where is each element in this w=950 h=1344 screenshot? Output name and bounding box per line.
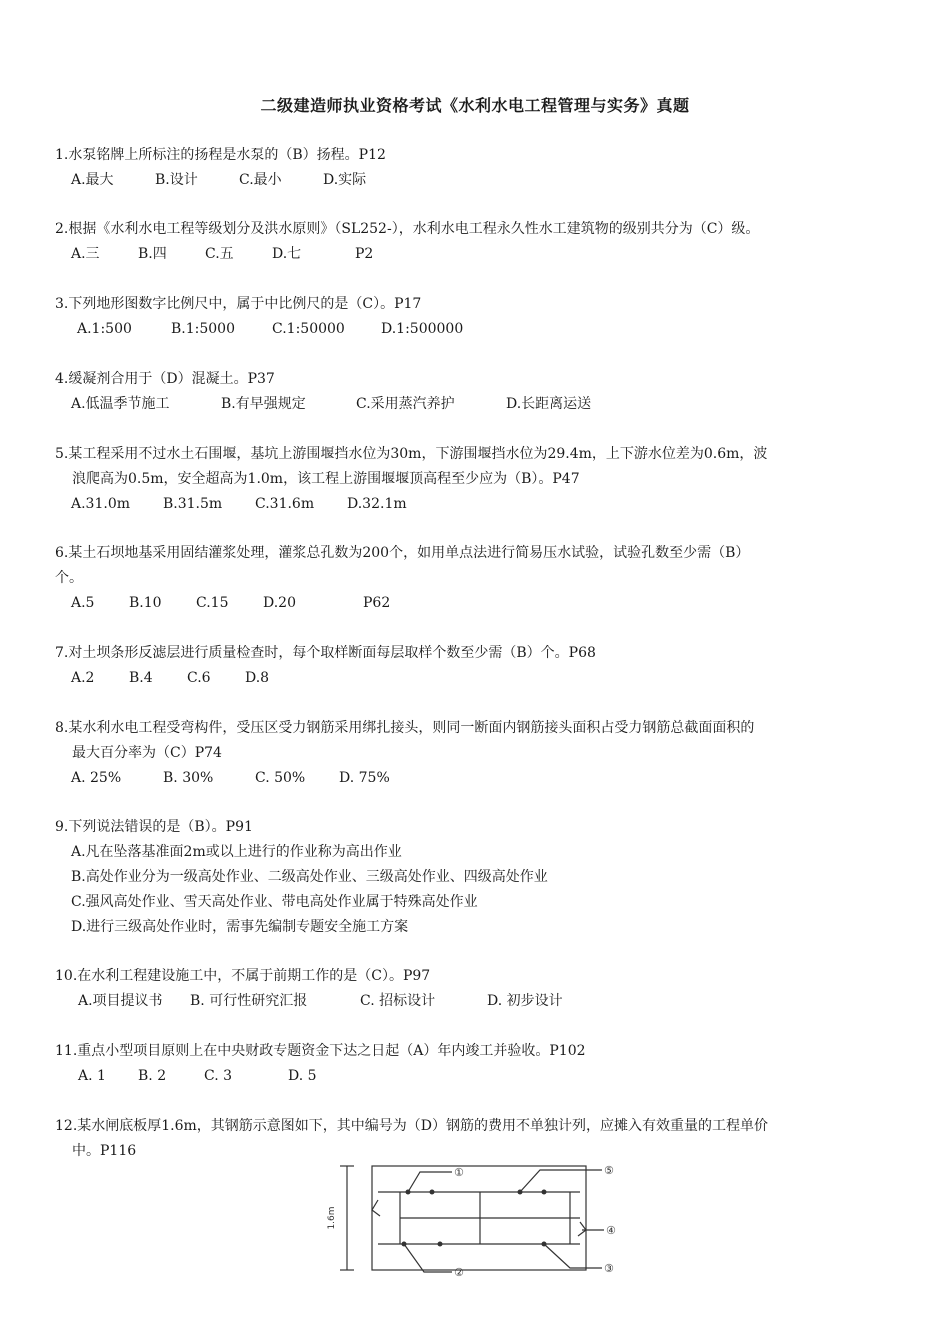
- question-5: [55, 442, 905, 517]
- option-b: B.四: [138, 246, 167, 262]
- option-a: A.项目提议书: [78, 993, 163, 1009]
- option-a: A.5: [71, 595, 95, 611]
- question-stem: 7.对土坝条形反滤层进行质量检查时，每个取样断面每层取样个数至少需（B）个。P68: [55, 645, 596, 661]
- question-stem-continued: 浪爬高为0.5m，安全超高为1.0m，该工程上游围堰堰顶高程至少应为（B）。P47: [72, 471, 580, 487]
- question-11: [55, 1039, 905, 1089]
- option-d: D. 5: [288, 1068, 317, 1084]
- option-d: D.8: [245, 670, 270, 686]
- question-stem: 8.某水利水电工程受弯构件，受压区受力钢筋采用绑扎接头，则同一断面内钢筋接头面积占受力钢筋总截面面积的: [55, 720, 755, 736]
- question-6: [55, 541, 905, 616]
- options-row: [55, 1064, 905, 1089]
- option-d: D. 75%: [339, 770, 390, 786]
- option-c: C.采用蒸汽养护: [356, 396, 455, 412]
- option-c: C.强风高处作业、雪天高处作业、带电高处作业属于特殊高处作业: [71, 894, 478, 910]
- question-stem: 6.某土石坝地基采用固结灌浆处理，灌浆总孔数为200个，如用单点法进行简易压水试验，试验孔数至少需（B）: [55, 545, 750, 561]
- option-d: D.32.1m: [347, 496, 407, 512]
- option-c: C.6: [187, 670, 211, 686]
- callout-4: ④: [606, 1224, 616, 1237]
- option-c: C.1:50000: [272, 321, 345, 337]
- options-row: [55, 392, 905, 417]
- option-b: B.1:5000: [171, 321, 235, 337]
- option-a: A. 1: [78, 1068, 106, 1084]
- question-9: [55, 815, 905, 940]
- question-stem-continued: 中。P116: [72, 1143, 137, 1159]
- option-c: C. 3: [204, 1068, 233, 1084]
- option-c: C.15: [196, 595, 229, 611]
- option-b: B.有早强规定: [221, 396, 306, 412]
- callout-3: ③: [604, 1262, 614, 1275]
- option-a: A. 25%: [71, 770, 122, 786]
- question-stem: 9.下列说法错误的是（B）。P91: [55, 819, 253, 835]
- options-row: [55, 766, 905, 791]
- option-b: B.4: [129, 670, 153, 686]
- option-a: A.2: [71, 670, 95, 686]
- option-d: D.进行三级高处作业时，需事先编制专题安全施工方案: [71, 919, 409, 935]
- page-title: 二级建造师执业资格考试《水利水电工程管理与实务》真题: [260, 96, 690, 115]
- option-a: A.31.0m: [71, 496, 131, 512]
- question-stem: 11.重点小型项目原则上在中央财政专题资金下达之日起（A）年内竣工并验收。P102: [55, 1043, 586, 1059]
- question-7: [55, 641, 905, 691]
- option-d: D.20: [263, 595, 296, 611]
- option-a: A.凡在坠落基准面2m或以上进行的作业称为高出作业: [71, 844, 402, 860]
- question-10: [55, 964, 905, 1014]
- option-d: D.七: [272, 246, 302, 262]
- option-c: C.31.6m: [255, 496, 315, 512]
- rebar-section-figure: [320, 1158, 630, 1280]
- option-b: B. 2: [138, 1068, 167, 1084]
- option-c: C.最小: [239, 172, 282, 188]
- question-12: [55, 1114, 905, 1164]
- option-b: B.设计: [155, 172, 198, 188]
- option-b: B. 可行性研究汇报: [190, 993, 308, 1009]
- option-c: C. 50%: [255, 770, 306, 786]
- page-ref: P2: [355, 246, 374, 262]
- question-3: [55, 292, 905, 342]
- question-stem: 1.水泵铭牌上所标注的扬程是水泵的（B）扬程。P12: [55, 147, 386, 163]
- callout-2: ②: [454, 1266, 464, 1279]
- question-stem-continued: 最大百分率为（C）P74: [72, 745, 222, 761]
- option-b: B. 30%: [163, 770, 214, 786]
- question-4: [55, 367, 905, 417]
- question-stem: 4.缓凝剂合用于（D）混凝土。P37: [55, 371, 275, 387]
- callout-1: ①: [454, 1166, 464, 1179]
- option-a: A.1:500: [77, 321, 132, 337]
- options-row: [55, 492, 905, 517]
- option-a: A.低温季节施工: [71, 396, 170, 412]
- question-stem: 5.某工程采用不过水土石围堰，基坑上游围堰挡水位为30m，下游围堰挡水位为29.4m，上下游水位差为0.6m，波: [55, 446, 768, 462]
- option-d: D.1:500000: [381, 321, 464, 337]
- option-a: A.三: [71, 246, 100, 262]
- options-row: [55, 666, 905, 691]
- option-b: B.高处作业分为一级高处作业、二级高处作业、三级高处作业、四级高处作业: [71, 869, 548, 885]
- options-row: [55, 317, 905, 342]
- option-d: D.长距离运送: [506, 396, 592, 412]
- question-stem-continued: 个。: [55, 570, 83, 586]
- option-c: C. 招标设计: [360, 993, 436, 1009]
- question-8: [55, 716, 905, 791]
- option-d: D. 初步设计: [487, 993, 563, 1009]
- options-row: [55, 591, 905, 616]
- dimension-label: 1.6m: [327, 1206, 337, 1230]
- option-b: B.31.5m: [163, 496, 223, 512]
- option-d: D.实际: [323, 172, 367, 188]
- question-1: [55, 143, 905, 193]
- options-row: [55, 168, 905, 193]
- option-b: B.10: [129, 595, 162, 611]
- option-a: A.最大: [71, 172, 114, 188]
- page-ref: P62: [363, 595, 391, 611]
- option-c: C.五: [205, 246, 234, 262]
- question-stem: 2.根据《水利水电工程等级划分及洪水原则》（SL252-），水利水电工程永久性水工建筑物的级别共分为（C）级。: [55, 221, 760, 237]
- question-stem: 12.某水闸底板厚1.6m，其钢筋示意图如下，其中编号为（D）钢筋的费用不单独计列，应摊入有效重量的工程单价: [55, 1118, 769, 1134]
- question-2: [55, 217, 905, 267]
- question-stem: 10.在水利工程建设施工中，不属于前期工作的是（C）。P97: [55, 968, 431, 984]
- callout-5: ⑤: [604, 1164, 614, 1177]
- options-row: [55, 242, 905, 267]
- options-row: [55, 989, 905, 1014]
- question-stem: 3.下列地形图数字比例尺中，属于中比例尺的是（C）。P17: [55, 296, 422, 312]
